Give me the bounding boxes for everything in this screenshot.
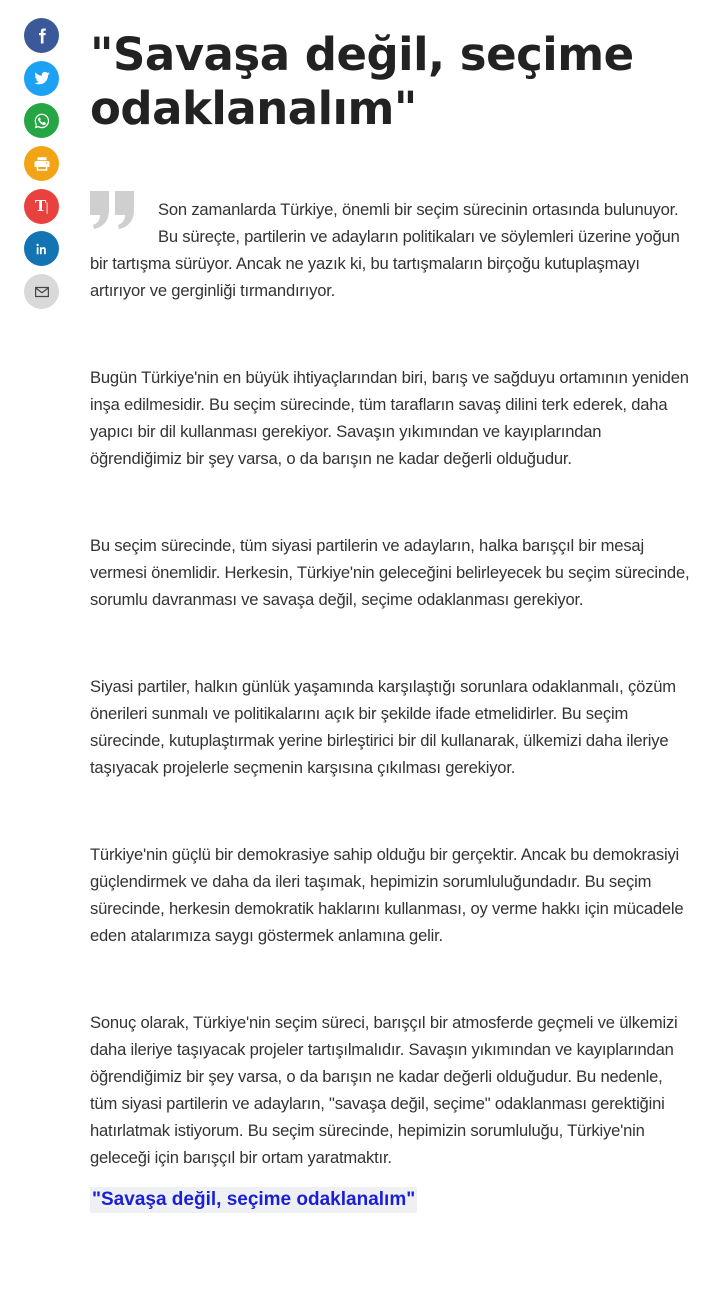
- envelope-icon: [33, 283, 51, 301]
- article-title: "Savaşa değil, seçime odaklanalım": [90, 28, 634, 135]
- print-button[interactable]: [24, 146, 59, 181]
- paragraph: Son zamanlarda Türkiye, önemli bir seçim sürecinin ortasında bulunuyor. Bu süreçte, partilerin ve adayların politikaları ve söylemleri üzerine yoğun bir tartışma sürüyor. Ancak ne yazık ki, bu tartışmaların birçoğu kutuplaşmayı artırıyor ve gerginliği tırmandırıyor.: [90, 200, 680, 300]
- facebook-share-button[interactable]: [24, 18, 59, 53]
- paragraph: Bugün Türkiye'nin en büyük ihtiyaçlarından biri, barış ve sağduyu ortamının yeniden inşa edilmesidir. Bu seçim sürecinde, tüm tarafların savaş dilini terk ederek, daha yapıcı bir dil kullanması gerekiyor. Savaşın yıkımından ve kayıplarından öğrendiğimiz bir şey varsa, o da barışın ne kadar değerli olduğudur.: [90, 368, 689, 468]
- paragraph: Siyasi partiler, halkın günlük yaşamında karşılaştığı sorunlara odaklanmalı, çözüm önerileri sunmalı ve politikalarını açık bir şekilde ifade etmelidirler. Bu seçim sürecinde, kutuplaştırmak yerine birleştirici bir dil kullanarak, ülkemizi daha ileriye taşıyacak projelerle seçmenin karşısına çıkılması gerekiyor.: [90, 677, 676, 777]
- email-share-button[interactable]: [24, 274, 59, 309]
- linkedin-icon: [35, 242, 49, 256]
- font-size-icon: T|: [35, 197, 48, 216]
- quote-icon: [90, 191, 148, 247]
- share-bar: [24, 18, 60, 317]
- paragraph: Bu seçim sürecinde, tüm siyasi partilerin ve adayların, halka barışçıl bir mesaj vermesi önemlidir. Herkesin, Türkiye'nin geleceğini belirleyecek bu seçim sürecinde, sorumlu davranması ve savaşa değil, seçime odaklanması gerekiyor.: [90, 536, 690, 609]
- linkedin-share-button[interactable]: [24, 231, 59, 266]
- paragraph: Türkiye'nin güçlü bir demokrasiye sahip olduğu bir gerçektir. Ancak bu demokrasiyi güçlendirmek ve daha da ileri taşımak, hepimizin sorumluluğundadır. Bu seçim sürecinde, herkesin demokratik haklarını kullanması, oy verme hakkı için mücadele eden atalarımıza saygı göstermek anlamına gelir.: [90, 845, 684, 945]
- facebook-icon: [33, 27, 51, 45]
- whatsapp-share-button[interactable]: [24, 103, 59, 138]
- article: [90, 28, 690, 1213]
- paragraph: Sonuç olarak, Türkiye'nin seçim süreci, barışçıl bir atmosferde geçmeli ve ülkemizi daha ileriye taşıyacak projeler tartışılmalıdır. Savaşın yıkımından ve kayıplarından öğrendiğimiz bir şey varsa, o da barışın ne kadar değerli olduğudur. Bu nedenle, tüm siyasi partilerin ve adayların, "savaşa değil, seçime" odaklanması gerektiğini hatırlatmak istiyorum. Bu seçim sürecinde, hepimizin sorumluluğu, Türkiye'nin geleceği için barışçıl bir ortam yaratmaktır.: [90, 1013, 678, 1167]
- twitter-share-button[interactable]: [24, 61, 59, 96]
- twitter-icon: [33, 69, 51, 87]
- font-size-button[interactable]: [24, 189, 59, 224]
- printer-icon: [33, 155, 51, 173]
- article-body: [90, 196, 690, 1213]
- whatsapp-icon: [33, 112, 51, 130]
- article-title-link[interactable]: "Savaşa değil, seçime odaklanalım": [90, 1187, 417, 1213]
